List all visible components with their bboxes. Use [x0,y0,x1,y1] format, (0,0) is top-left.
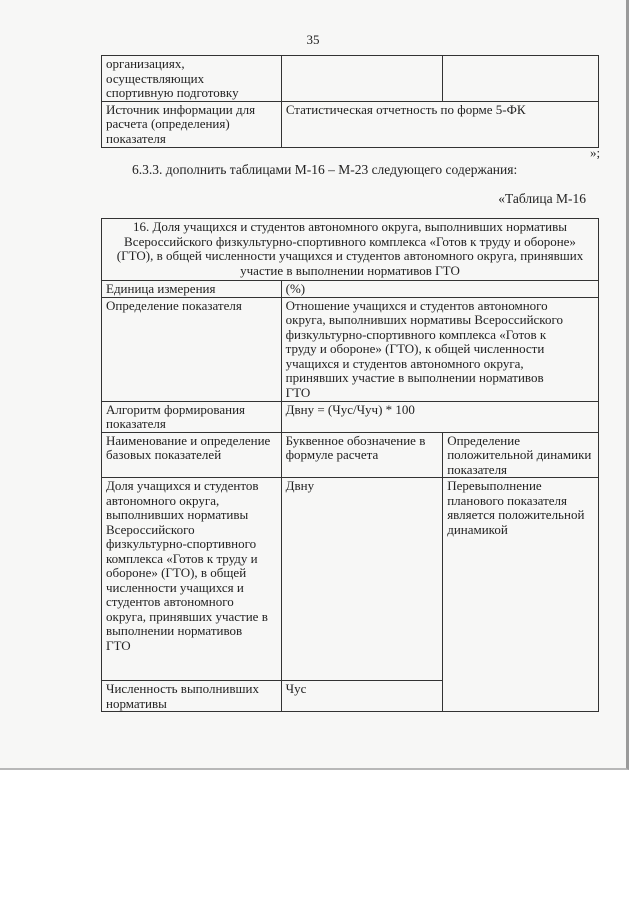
amendment-paragraph: 6.3.3. дополнить таблицами М-16 – М-23 следующего содержания: [132,162,518,177]
cell-organizations: организациях, осуществляющих спортивную подготовку [102,56,282,102]
definition-label: Определение показателя [102,297,282,401]
base-indicator-name: Численность выполнивших нормативы [102,681,282,712]
table-m16 [101,218,599,712]
top-table-fragment [101,55,599,148]
base-indicator-symbol: Чус [281,681,443,712]
base-indicator-name: Доля учащихся и студентов автономного округа, выполнивших нормативы Всероссийского физкультурно-спортивного комплекса «Готов к труду и обороне» (ГТО), в общей численности учащихся и студентов автономного округа, принявших участие в выполнении нормативов ГТО [102,478,282,681]
algorithm-label: Алгоритм формирования показателя [102,401,282,432]
cell-empty-1 [281,56,443,102]
cell-info-source-value: Статистическая отчетность по форме 5-ФК [281,101,598,147]
unit-label: Единица измерения [102,281,282,298]
definition-value: Отношение учащихся и студентов автономного округа, выполнивших нормативы Всероссийского физкультурно-спортивного комплекса «Готов к труду и обороне» (ГТО), к общей численности учащихся и студентов автономного округа, принявших участие в выполнении нормативов ГТО [281,297,598,401]
column-header-name: Наименование и определение базовых показателей [102,432,282,478]
algorithm-value: Двну = (Чус/Чуч) * 100 [281,401,598,432]
positive-dynamics-definition: Перевыполнение планового показателя является положительной динамикой [443,478,599,712]
column-header-dynamics: Определение положительной динамики показателя [443,432,599,478]
unit-value: (%) [281,281,598,298]
cell-info-source-label: Источник информации для расчета (определения) показателя [102,101,282,147]
column-header-symbol: Буквенное обозначение в формуле расчета [281,432,443,478]
base-indicator-symbol: Двну [281,478,443,681]
cell-empty-2 [443,56,599,102]
page-number: 35 [306,32,320,47]
table-caption: «Таблица М-16 [498,191,586,206]
table-m16-header: 16. Доля учащихся и студентов автономного округа, выполнивших нормативы Всероссийского физкультурно-спортивного комплекса «Готов к труду и обороне» (ГТО), в общей численности учащихся и студентов автономного округа, принявших участие в выполнении нормативов ГТО [102,219,599,281]
closing-quote: »; [590,145,601,160]
